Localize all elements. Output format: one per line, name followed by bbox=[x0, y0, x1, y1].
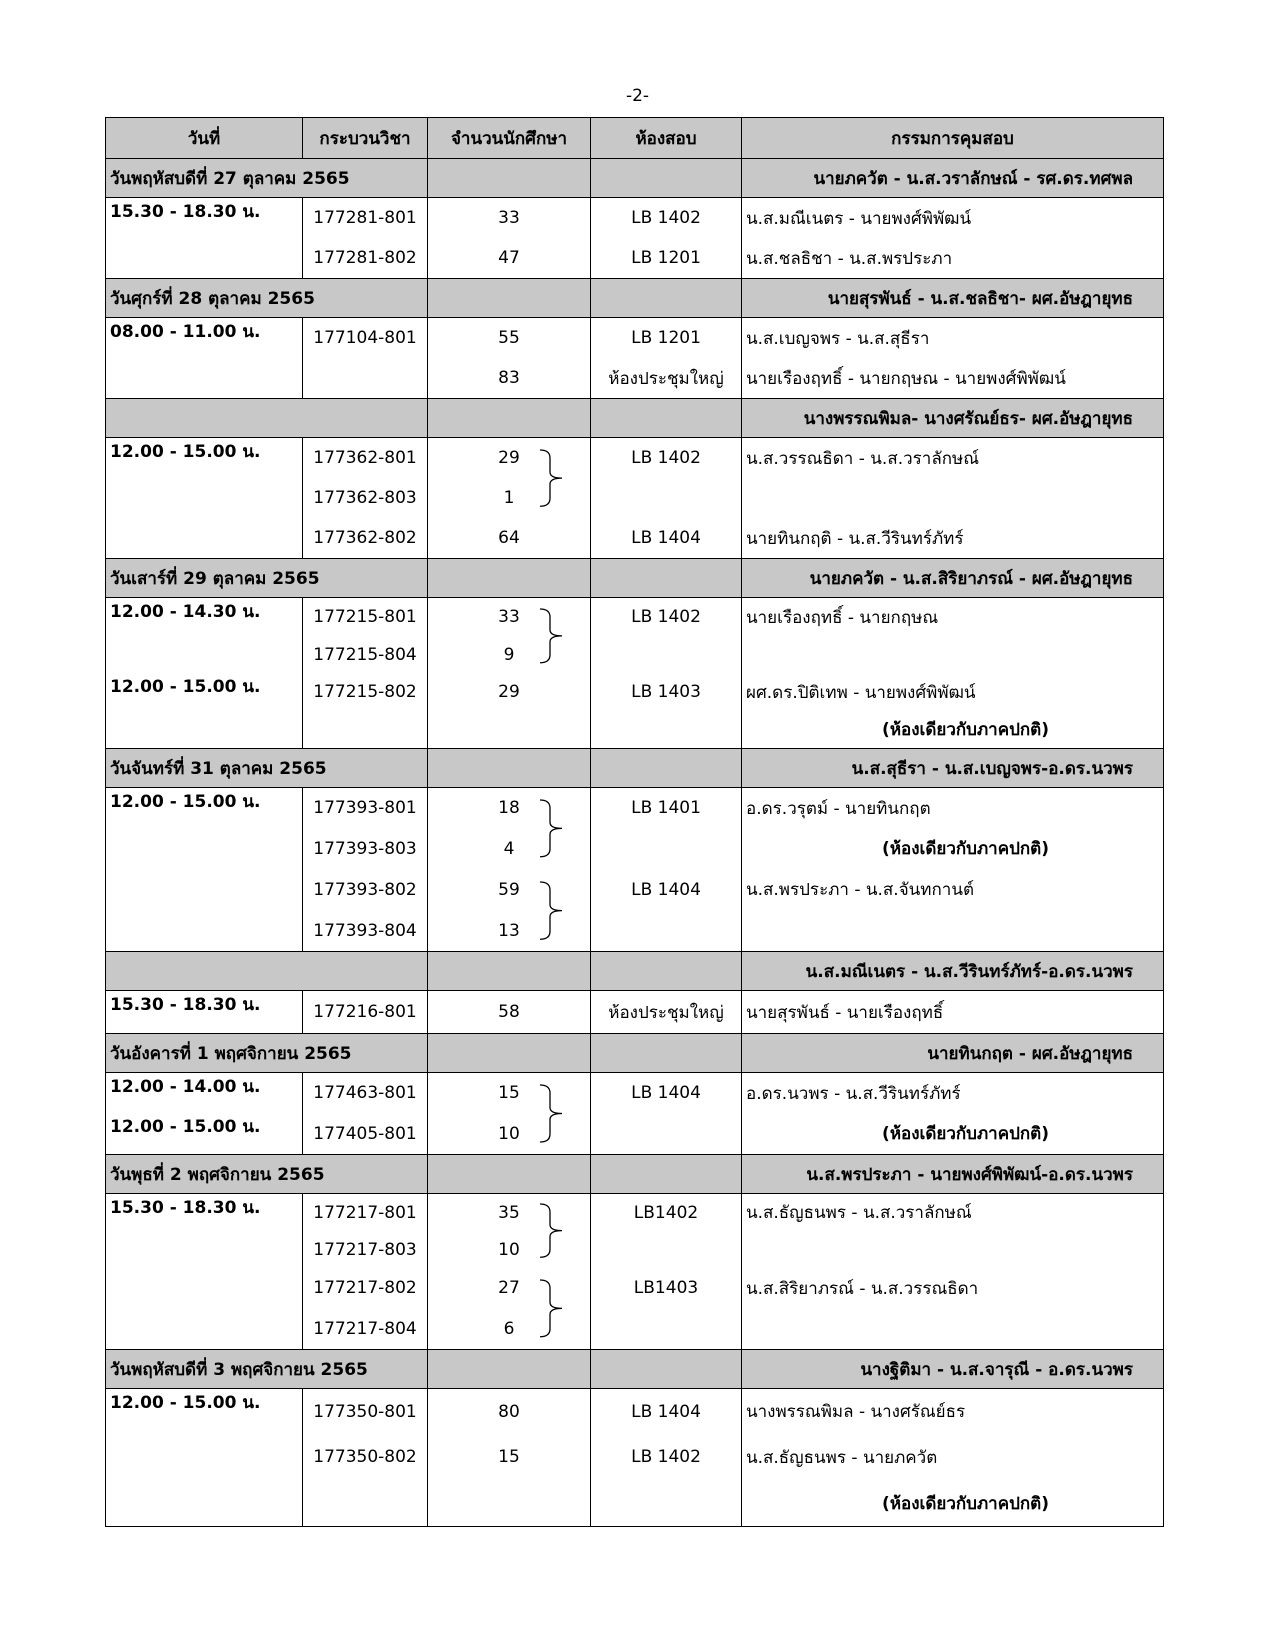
student-count: 29 bbox=[428, 438, 591, 479]
exam-time: 15.30 - 18.30 น. bbox=[106, 1194, 303, 1232]
course-code: 177362-802 bbox=[303, 518, 428, 559]
day-empty bbox=[591, 1350, 742, 1389]
course-code: 177104-801 bbox=[303, 318, 428, 359]
student-count: 15 bbox=[428, 1434, 591, 1480]
course-code: 177217-804 bbox=[303, 1308, 428, 1350]
course-code: 177217-803 bbox=[303, 1231, 428, 1268]
course-code: 177217-801 bbox=[303, 1194, 428, 1232]
exam-time bbox=[106, 711, 303, 749]
table-row bbox=[106, 1389, 1164, 1435]
day-empty bbox=[428, 399, 591, 438]
exam-room: ห้องประชุมใหญ่ bbox=[591, 358, 742, 399]
day-header-row bbox=[106, 399, 1164, 438]
head-proctors: นายภควัต - น.ส.สิริยาภรณ์ - ผศ.อัษฎายุทธ bbox=[742, 559, 1164, 598]
group-brace-icon bbox=[538, 798, 578, 859]
head-proctors: นายทินกฤต - ผศ.อัษฎายุทธ bbox=[742, 1034, 1164, 1073]
proctors: อ.ดร.วรุตม์ - นายทินกฤต bbox=[742, 788, 1164, 829]
exam-room: LB 1402 bbox=[591, 598, 742, 637]
day-empty bbox=[591, 1155, 742, 1194]
table-row bbox=[106, 711, 1164, 749]
table-row bbox=[106, 1268, 1164, 1308]
day-empty bbox=[591, 749, 742, 788]
day-header-row bbox=[106, 279, 1164, 318]
day-empty bbox=[591, 559, 742, 598]
student-count bbox=[428, 711, 591, 749]
student-count: 33 bbox=[428, 598, 591, 637]
day-header-row bbox=[106, 559, 1164, 598]
course-code: 177215-804 bbox=[303, 636, 428, 673]
exam-time: 15.30 - 18.30 น. bbox=[106, 991, 303, 1034]
exam-room: LB 1402 bbox=[591, 438, 742, 479]
student-count: 4 bbox=[428, 828, 591, 869]
exam-time bbox=[106, 636, 303, 673]
exam-time bbox=[106, 1434, 303, 1480]
exam-room: LB1402 bbox=[591, 1194, 742, 1232]
course-code: 177216-801 bbox=[303, 991, 428, 1034]
proctors bbox=[742, 910, 1164, 952]
table-row bbox=[106, 438, 1164, 479]
exam-room: LB1403 bbox=[591, 1268, 742, 1308]
head-proctors: น.ส.มณีเนตร - น.ส.วีรินทร์ภัทร์-อ.ดร.นวพร bbox=[742, 952, 1164, 991]
proctors bbox=[742, 636, 1164, 673]
same-room-note: (ห้องเดียวกับภาคปกติ) bbox=[882, 720, 1049, 740]
course-code: 177281-802 bbox=[303, 238, 428, 279]
table-row bbox=[106, 869, 1164, 910]
group-brace-icon bbox=[538, 1202, 578, 1259]
header-room: ห้องสอบ bbox=[591, 118, 742, 159]
student-count: 29 bbox=[428, 673, 591, 711]
head-proctors: น.ส.สุธีรา - น.ส.เบญจพร-อ.ดร.นวพร bbox=[742, 749, 1164, 788]
student-count: 55 bbox=[428, 318, 591, 359]
exam-room bbox=[591, 910, 742, 952]
course-code: 177350-802 bbox=[303, 1434, 428, 1480]
student-count: 33 bbox=[428, 198, 591, 239]
group-brace-icon bbox=[538, 880, 578, 941]
day-empty bbox=[428, 1034, 591, 1073]
day-label: วันพุธที่ 2 พฤศจิกายน 2565 bbox=[106, 1155, 428, 1194]
student-count: 35 bbox=[428, 1194, 591, 1232]
table-row bbox=[106, 991, 1164, 1034]
exam-room: LB 1404 bbox=[591, 869, 742, 910]
exam-room: ห้องประชุมใหญ่ bbox=[591, 991, 742, 1034]
page-number: -2- bbox=[625, 86, 650, 106]
exam-time bbox=[106, 518, 303, 559]
course-code: 177281-801 bbox=[303, 198, 428, 239]
exam-time bbox=[106, 238, 303, 279]
day-header-row bbox=[106, 1034, 1164, 1073]
exam-room bbox=[591, 1231, 742, 1268]
group-brace-icon bbox=[538, 1083, 578, 1144]
student-count: 80 bbox=[428, 1389, 591, 1435]
exam-room bbox=[591, 1480, 742, 1527]
same-room-note: (ห้องเดียวกับภาคปกติ) bbox=[882, 1493, 1049, 1514]
proctors: น.ส.สิริยาภรณ์ - น.ส.วรรณธิดา bbox=[742, 1268, 1164, 1308]
student-count: 58 bbox=[428, 991, 591, 1034]
day-label: วันอังคารที่ 1 พฤศจิกายน 2565 bbox=[106, 1034, 428, 1073]
student-count: 18 bbox=[428, 788, 591, 829]
day-label: วันศุกร์ที่ 28 ตุลาคม 2565 bbox=[106, 279, 428, 318]
head-proctors: นายภควัต - น.ส.วราลักษณ์ - รศ.ดร.ทศพล bbox=[742, 159, 1164, 198]
course-code: 177362-801 bbox=[303, 438, 428, 479]
proctors: นายสุรพันธ์ - นายเรืองฤทธิ์ bbox=[742, 991, 1164, 1034]
exam-room: LB 1404 bbox=[591, 1073, 742, 1114]
proctors: นายเรืองฤทธิ์ - นายกฤษณ - นายพงศ์พิพัฒน์ bbox=[742, 358, 1164, 399]
course-code: 177217-802 bbox=[303, 1268, 428, 1308]
head-proctors: นางฐิติมา - น.ส.จารุณี - อ.ดร.นวพร bbox=[742, 1350, 1164, 1389]
day-empty bbox=[591, 279, 742, 318]
day-empty bbox=[428, 1350, 591, 1389]
exam-room bbox=[591, 828, 742, 869]
header-date: วันที่ bbox=[106, 118, 303, 159]
exam-room: LB 1404 bbox=[591, 518, 742, 559]
exam-room bbox=[591, 636, 742, 673]
course-code: 177463-801 bbox=[303, 1073, 428, 1114]
day-empty bbox=[428, 279, 591, 318]
day-empty bbox=[591, 399, 742, 438]
exam-schedule-table bbox=[105, 117, 1164, 1527]
table-row bbox=[106, 198, 1164, 239]
exam-time: 12.00 - 14.30 น. bbox=[106, 598, 303, 637]
student-count: 10 bbox=[428, 1231, 591, 1268]
day-empty bbox=[591, 952, 742, 991]
proctors: น.ส.วรรณธิดา - น.ส.วราลักษณ์ bbox=[742, 438, 1164, 479]
course-code: 177393-802 bbox=[303, 869, 428, 910]
student-count: 6 bbox=[428, 1308, 591, 1350]
exam-room bbox=[591, 478, 742, 518]
student-count: 13 bbox=[428, 910, 591, 952]
same-room-note: (ห้องเดียวกับภาคปกติ) bbox=[882, 839, 1049, 859]
day-header-row bbox=[106, 1155, 1164, 1194]
day-empty bbox=[428, 159, 591, 198]
proctors bbox=[742, 1308, 1164, 1350]
exam-time bbox=[106, 1231, 303, 1268]
exam-time: 12.00 - 15.00 น. bbox=[106, 438, 303, 479]
exam-time: 12.00 - 15.00 น. bbox=[106, 788, 303, 829]
proctors: น.ส.ชลธิชา - น.ส.พรประภา bbox=[742, 238, 1164, 279]
exam-time bbox=[106, 828, 303, 869]
course-code bbox=[303, 1480, 428, 1527]
student-count: 64 bbox=[428, 518, 591, 559]
day-empty bbox=[428, 749, 591, 788]
day-header-row bbox=[106, 952, 1164, 991]
course-code bbox=[303, 711, 428, 749]
student-count: 47 bbox=[428, 238, 591, 279]
course-code: 177350-801 bbox=[303, 1389, 428, 1435]
proctors: น.ส.พรประภา - น.ส.จันทกานต์ bbox=[742, 869, 1164, 910]
table-row bbox=[106, 1480, 1164, 1527]
proctors: น.ส.ธัญธนพร - น.ส.วราลักษณ์ bbox=[742, 1194, 1164, 1232]
course-code: 177405-801 bbox=[303, 1113, 428, 1155]
proctors bbox=[742, 828, 1164, 869]
table-row bbox=[106, 788, 1164, 829]
group-brace-icon bbox=[538, 448, 578, 508]
proctors: นายเรืองฤทธิ์ - นายกฤษณ bbox=[742, 598, 1164, 637]
day-header-row bbox=[106, 1350, 1164, 1389]
proctors bbox=[742, 1113, 1164, 1155]
table-row bbox=[106, 318, 1164, 359]
exam-time: 12.00 - 15.00 น. bbox=[106, 1113, 303, 1155]
student-count: 1 bbox=[428, 478, 591, 518]
exam-time bbox=[106, 1268, 303, 1308]
same-room-note: (ห้องเดียวกับภาคปกติ) bbox=[882, 1124, 1049, 1144]
table-row bbox=[106, 1194, 1164, 1232]
exam-time: 12.00 - 14.00 น. bbox=[106, 1073, 303, 1114]
table-row bbox=[106, 636, 1164, 673]
exam-time bbox=[106, 1480, 303, 1527]
table-row bbox=[106, 673, 1164, 711]
day-empty bbox=[428, 559, 591, 598]
exam-room: LB 1404 bbox=[591, 1389, 742, 1435]
header-row bbox=[106, 118, 1164, 159]
day-label bbox=[106, 952, 428, 991]
proctors bbox=[742, 478, 1164, 518]
day-label: วันพฤหัสบดีที่ 27 ตุลาคม 2565 bbox=[106, 159, 428, 198]
table-row bbox=[106, 1434, 1164, 1480]
day-header-row bbox=[106, 749, 1164, 788]
exam-room: LB 1402 bbox=[591, 198, 742, 239]
exam-time: 12.00 - 15.00 น. bbox=[106, 673, 303, 711]
table-row bbox=[106, 1073, 1164, 1114]
table-row bbox=[106, 518, 1164, 559]
exam-time: 12.00 - 15.00 น. bbox=[106, 1389, 303, 1435]
exam-room: LB 1402 bbox=[591, 1434, 742, 1480]
proctors: น.ส.มณีเนตร - นายพงศ์พิพัฒน์ bbox=[742, 198, 1164, 239]
table-row bbox=[106, 358, 1164, 399]
proctors: อ.ดร.นวพร - น.ส.วีรินทร์ภัทร์ bbox=[742, 1073, 1164, 1114]
proctors: น.ส.เบญจพร - น.ส.สุธีรา bbox=[742, 318, 1164, 359]
day-empty bbox=[428, 1155, 591, 1194]
table-row bbox=[106, 910, 1164, 952]
exam-time: 08.00 - 11.00 น. bbox=[106, 318, 303, 359]
student-count: 83 bbox=[428, 358, 591, 399]
exam-room: LB 1201 bbox=[591, 318, 742, 359]
exam-room bbox=[591, 1308, 742, 1350]
exam-room bbox=[591, 1113, 742, 1155]
day-header-row bbox=[106, 159, 1164, 198]
exam-room: LB 1401 bbox=[591, 788, 742, 829]
table-row bbox=[106, 1231, 1164, 1268]
exam-time bbox=[106, 478, 303, 518]
exam-time bbox=[106, 869, 303, 910]
proctors: ผศ.ดร.ปิติเทพ - นายพงศ์พิพัฒน์ bbox=[742, 673, 1164, 711]
course-code: 177393-804 bbox=[303, 910, 428, 952]
day-label: วันเสาร์ที่ 29 ตุลาคม 2565 bbox=[106, 559, 428, 598]
proctors bbox=[742, 711, 1164, 749]
header-course: กระบวนวิชา bbox=[303, 118, 428, 159]
exam-room bbox=[591, 711, 742, 749]
student-count bbox=[428, 1480, 591, 1527]
table-body bbox=[106, 159, 1164, 1527]
proctors: นางพรรณพิมล - นางศรัณย์ธร bbox=[742, 1389, 1164, 1435]
exam-time bbox=[106, 1308, 303, 1350]
student-count: 15 bbox=[428, 1073, 591, 1114]
student-count: 27 bbox=[428, 1268, 591, 1308]
table-row bbox=[106, 1308, 1164, 1350]
head-proctors: นางพรรณพิมล- นางศรัณย์ธร- ผศ.อัษฎายุทธ bbox=[742, 399, 1164, 438]
day-label bbox=[106, 399, 428, 438]
proctors bbox=[742, 1480, 1164, 1527]
course-code bbox=[303, 358, 428, 399]
header-students: จำนวนนักศึกษา bbox=[428, 118, 591, 159]
table-row bbox=[106, 478, 1164, 518]
student-count: 10 bbox=[428, 1113, 591, 1155]
head-proctors: นายสุรพันธ์ - น.ส.ชลธิชา- ผศ.อัษฎายุทธ bbox=[742, 279, 1164, 318]
proctors: นายทินกฤติ - น.ส.วีรินทร์ภัทร์ bbox=[742, 518, 1164, 559]
student-count: 59 bbox=[428, 869, 591, 910]
group-brace-icon bbox=[538, 1278, 578, 1339]
course-code: 177362-803 bbox=[303, 478, 428, 518]
day-label: วันจันทร์ที่ 31 ตุลาคม 2565 bbox=[106, 749, 428, 788]
day-empty bbox=[591, 1034, 742, 1073]
exam-time bbox=[106, 910, 303, 952]
course-code: 177393-801 bbox=[303, 788, 428, 829]
exam-time: 15.30 - 18.30 น. bbox=[106, 198, 303, 239]
exam-time bbox=[106, 358, 303, 399]
table-row bbox=[106, 598, 1164, 637]
course-code: 177393-803 bbox=[303, 828, 428, 869]
head-proctors: น.ส.พรประภา - นายพงศ์พิพัฒน์-อ.ดร.นวพร bbox=[742, 1155, 1164, 1194]
proctors: น.ส.ธัญธนพร - นายภควัต bbox=[742, 1434, 1164, 1480]
day-empty bbox=[591, 159, 742, 198]
exam-room: LB 1403 bbox=[591, 673, 742, 711]
table-row bbox=[106, 828, 1164, 869]
student-count: 9 bbox=[428, 636, 591, 673]
course-code: 177215-802 bbox=[303, 673, 428, 711]
course-code: 177215-801 bbox=[303, 598, 428, 637]
group-brace-icon bbox=[538, 607, 578, 665]
header-proctors: กรรมการคุมสอบ bbox=[742, 118, 1164, 159]
table-row bbox=[106, 1113, 1164, 1155]
day-empty bbox=[428, 952, 591, 991]
day-label: วันพฤหัสบดีที่ 3 พฤศจิกายน 2565 bbox=[106, 1350, 428, 1389]
exam-room: LB 1201 bbox=[591, 238, 742, 279]
proctors bbox=[742, 1231, 1164, 1268]
table-row bbox=[106, 238, 1164, 279]
